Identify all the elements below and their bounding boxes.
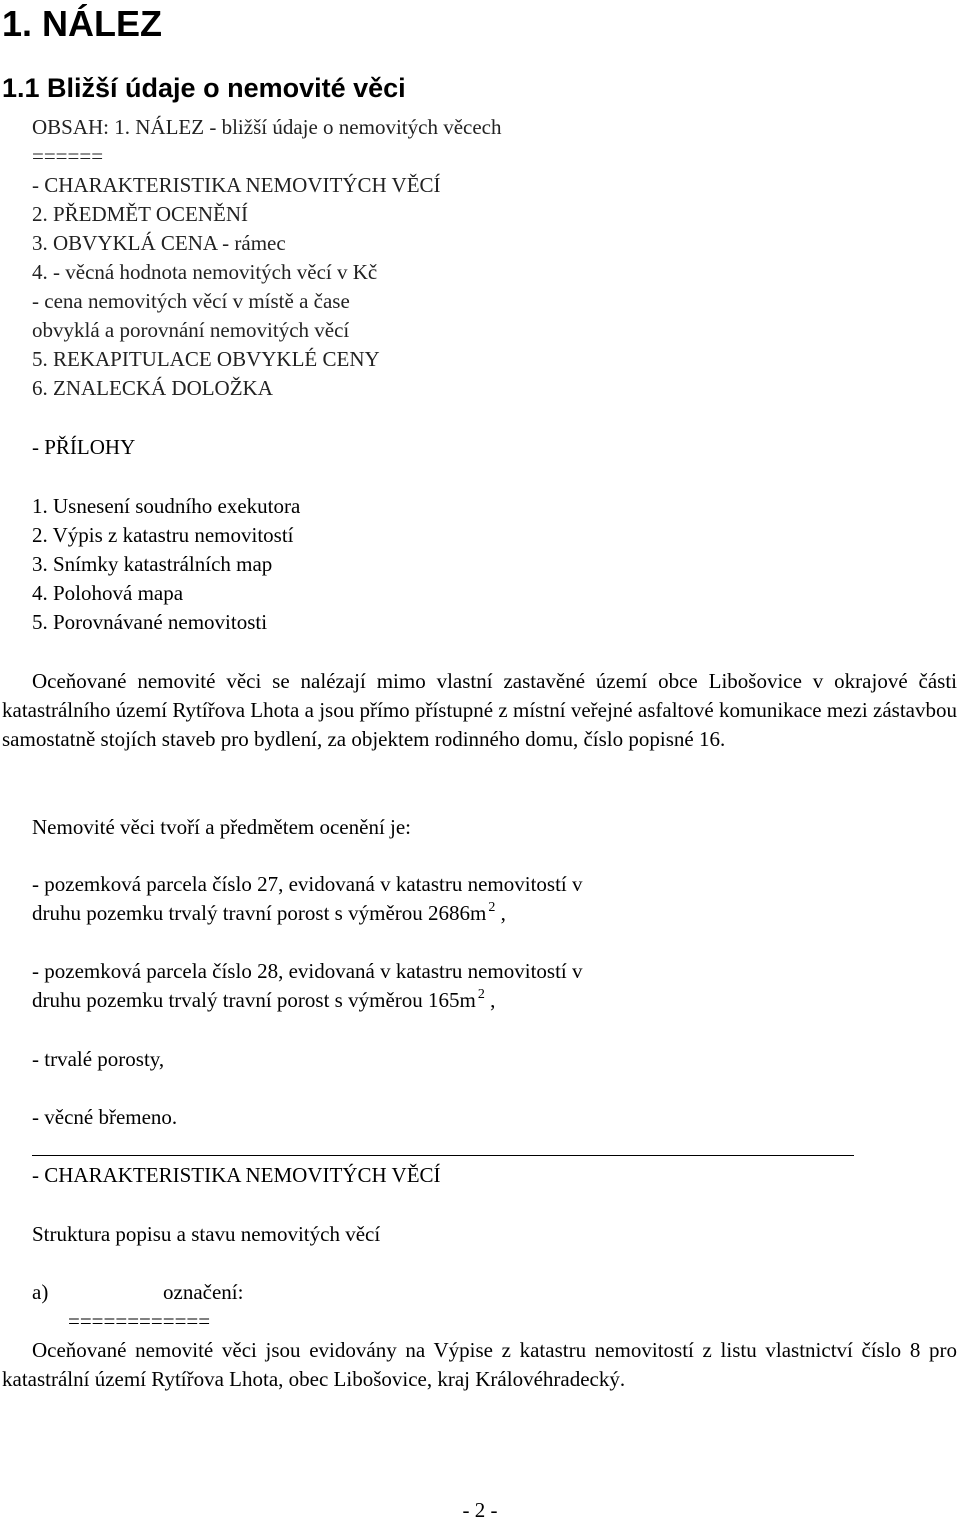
parcel-28-line2: druhu pozemku trvalý travní porost s výměrou 165m $^2$ , bbox=[32, 987, 496, 1012]
attachment-item: 3. Snímky katastrálních map bbox=[32, 552, 273, 576]
attachment-item: 2. Výpis z katastru nemovitostí bbox=[32, 523, 294, 547]
structure-heading: Struktura popisu a stavu nemovitých věcí bbox=[32, 1222, 381, 1246]
superscript: 2 bbox=[488, 900, 496, 915]
subject-intro: Nemovité věci tvoří a předmětem ocenění je: bbox=[32, 815, 412, 839]
other-item-bremeno: - věcné břemeno. bbox=[32, 1105, 178, 1129]
location-paragraph: Oceňované nemovité věci se nalézají mimo vlastní zastavěné území obce Libošovice v okrajové části katastrálního území Rytířova Lhota a jsou přímo přístupné z místní veřejné asfaltové komunikace mezi zástavbou samostatně stojích staveb pro bydlení, za objektem rodinného domu, číslo popisné 16. bbox=[2, 669, 957, 752]
contents-line: - cena nemovitých věcí v místě a čase bbox=[32, 289, 350, 313]
contents-line: 6. ZNALECKÁ DOLOŽKA bbox=[32, 376, 273, 400]
registry-paragraph: Oceňované nemovité věci jsou evidovány na Výpise z katastru nemovitostí z listu vlastnictví číslo 8 pro katastrální území Rytířova Lhota, obec Libošovice, kraj Královéhradecký. bbox=[2, 1338, 957, 1392]
contents-title: OBSAH: 1. NÁLEZ - bližší údaje o nemovitých věcech bbox=[32, 115, 502, 139]
contents-line: 3. OBVYKLÁ CENA - rámec bbox=[32, 231, 286, 255]
contents-line: 5. REKAPITULACE OBVYKLÉ CENY bbox=[32, 347, 380, 371]
heading-nalez: 1. NÁLEZ bbox=[2, 3, 163, 44]
contents-line: ====== bbox=[32, 144, 104, 168]
horizontal-rule bbox=[32, 1155, 854, 1156]
attachment-item: 1. Usnesení soudního exekutora bbox=[32, 494, 301, 518]
attachment-item: 4. Polohová mapa bbox=[32, 581, 184, 605]
contents-line: 4. - věcná hodnota nemovitých věcí v Kč bbox=[32, 260, 378, 284]
contents-line: obvyklá a porovnání nemovitých věcí bbox=[32, 318, 350, 342]
heading-blizsi-udaje: 1.1 Bližší údaje o nemovité věci bbox=[2, 73, 406, 103]
page-number: - 2 - bbox=[462, 1498, 498, 1522]
section-a-underline: ============ bbox=[68, 1309, 211, 1333]
other-item-porosty: - trvalé porosty, bbox=[32, 1047, 165, 1071]
contents-line: - CHARAKTERISTIKA NEMOVITÝCH VĚCÍ bbox=[32, 173, 441, 197]
characteristics-heading: - CHARAKTERISTIKA NEMOVITÝCH VĚCÍ bbox=[32, 1163, 441, 1187]
attachment-item: 5. Porovnávané nemovitosti bbox=[32, 610, 268, 634]
parcel-27-line2: druhu pozemku trvalý travní porost s výměrou 2686m $^2$ , bbox=[32, 900, 506, 925]
section-a-heading: a) označení: bbox=[32, 1280, 244, 1304]
superscript: 2 bbox=[477, 987, 485, 1002]
contents-line: 2. PŘEDMĚT OCENĚNÍ bbox=[32, 202, 249, 226]
attachments-title: - PŘÍLOHY bbox=[32, 435, 136, 459]
parcel-28-line1: - pozemková parcela číslo 28, evidovaná v katastru nemovitostí v bbox=[32, 959, 583, 983]
parcel-27-line1: - pozemková parcela číslo 27, evidovaná v katastru nemovitostí v bbox=[32, 872, 583, 896]
